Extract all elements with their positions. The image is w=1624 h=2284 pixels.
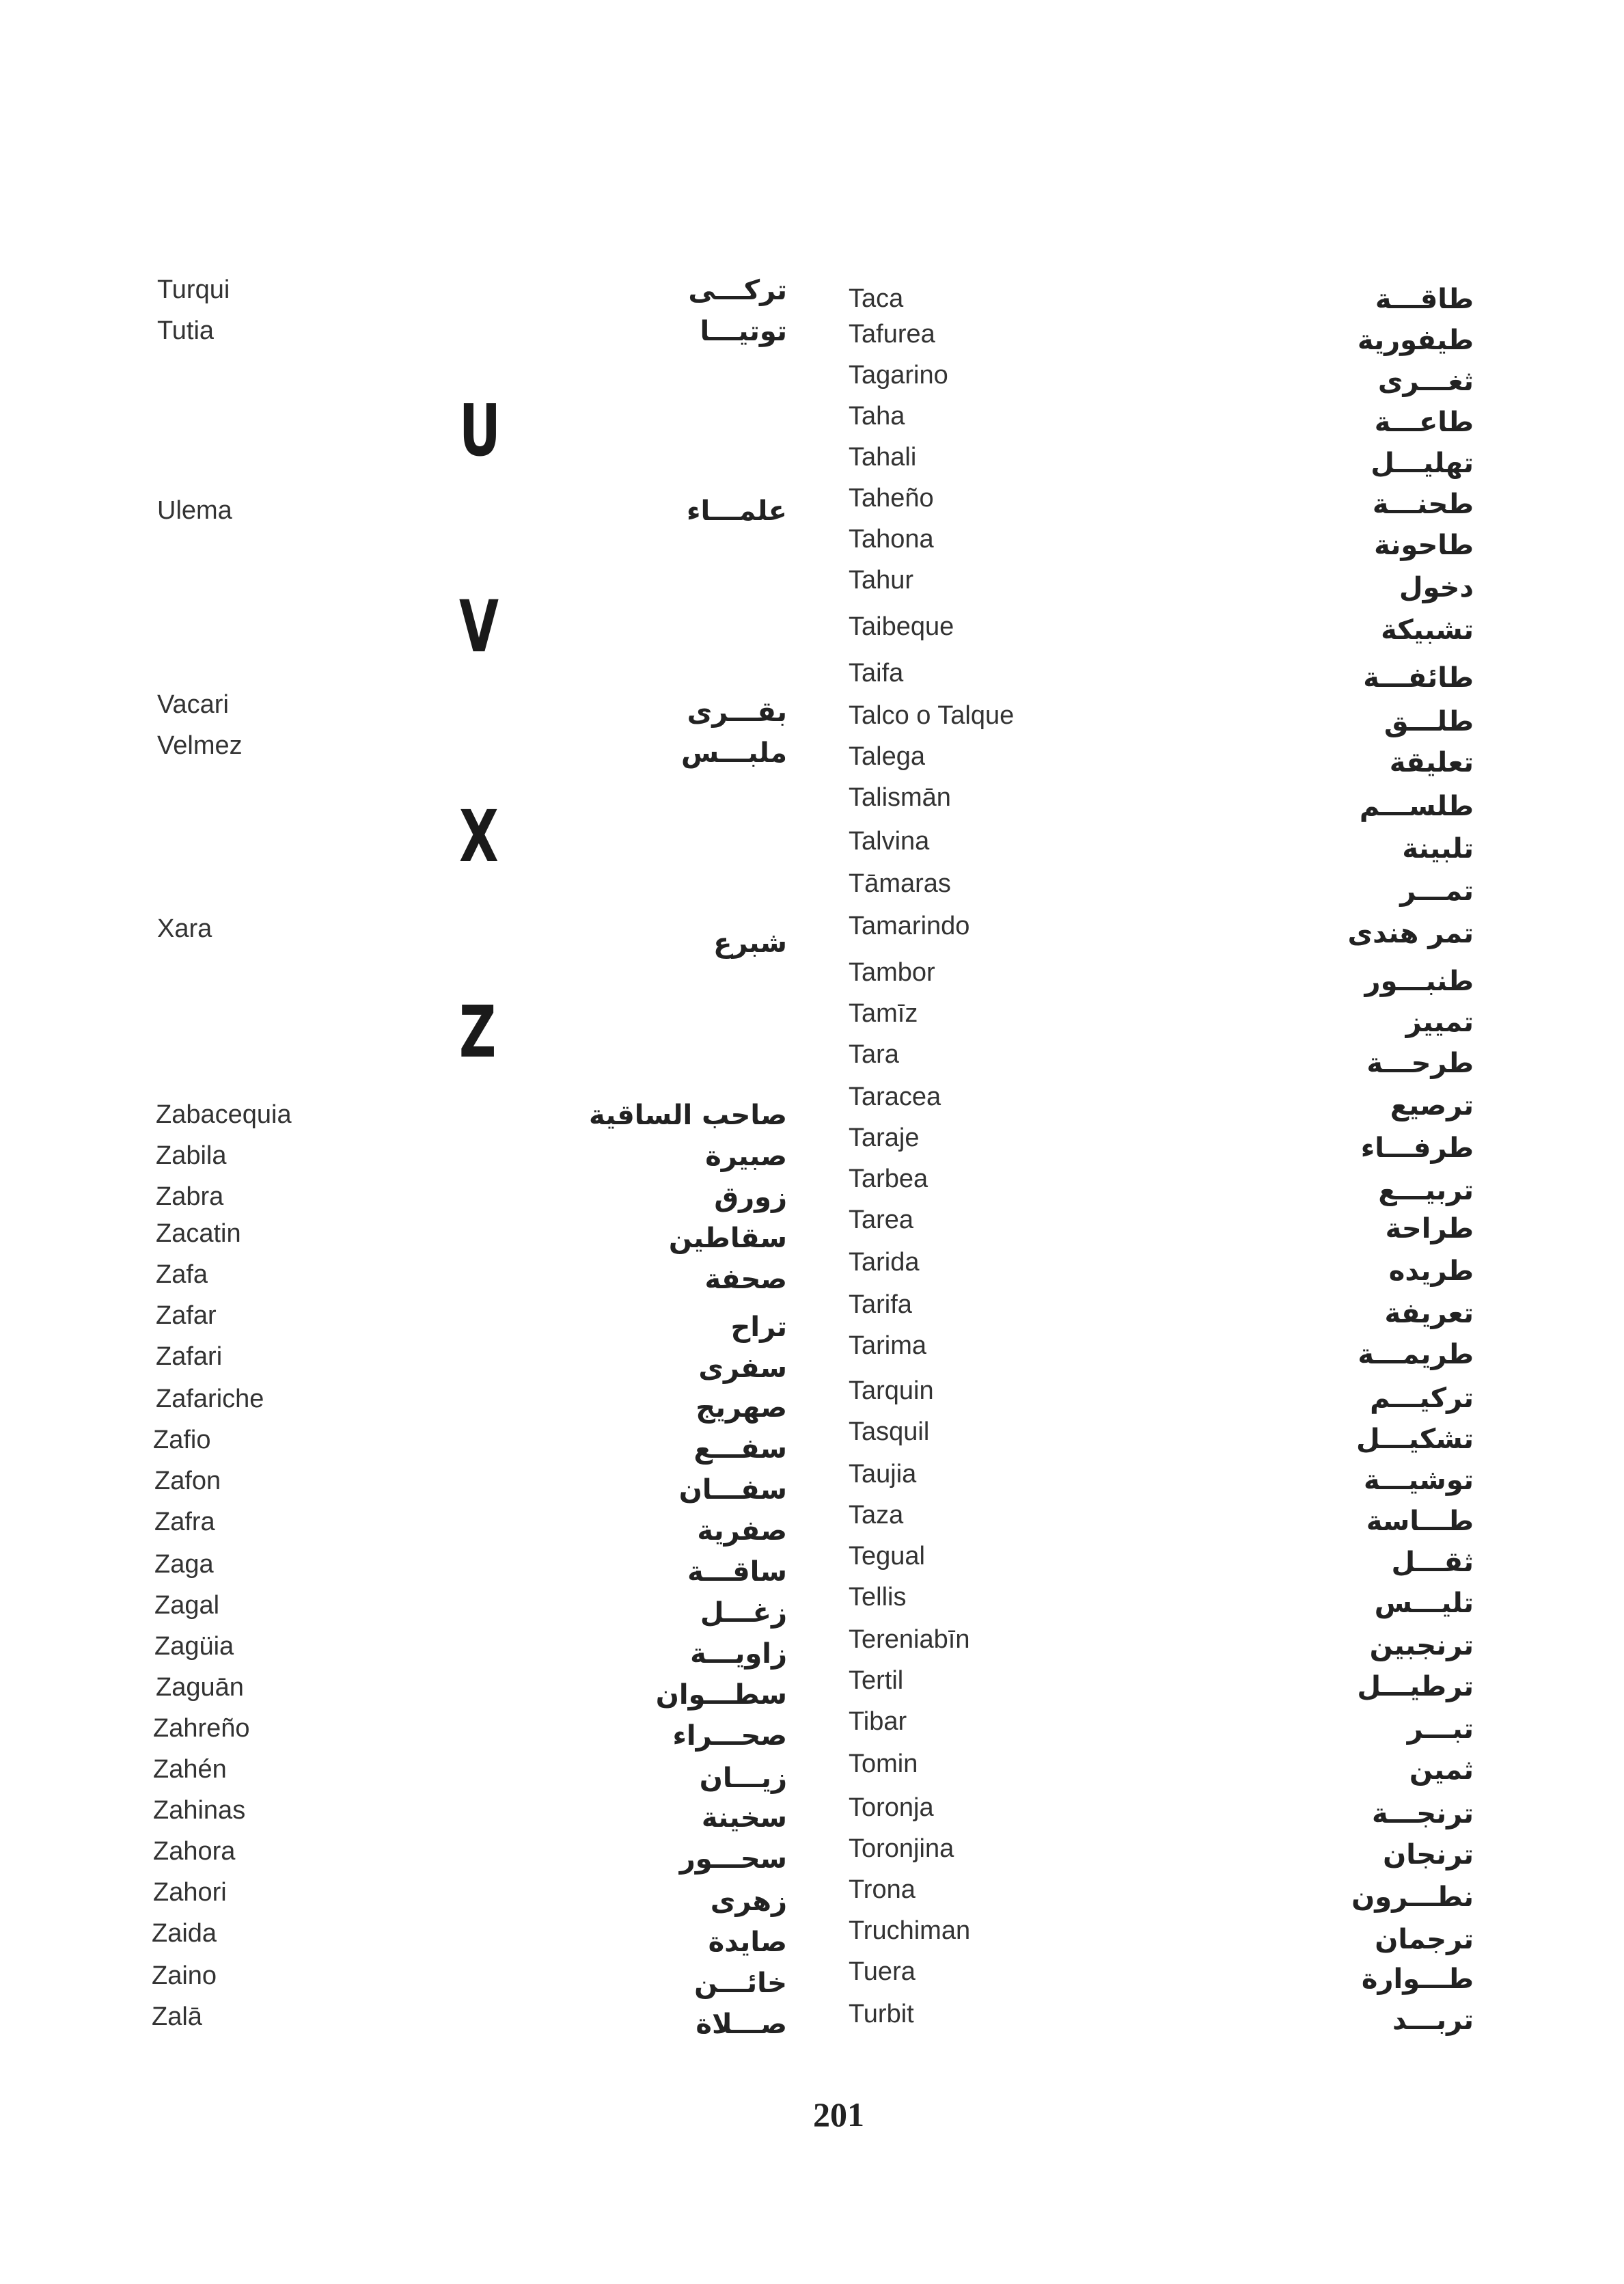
left-translation: سفـــان (678, 1474, 787, 1506)
left-term: Zafari (156, 1342, 223, 1371)
left-term: Zalā (152, 2002, 202, 2031)
right-term: Tasquil (849, 1417, 930, 1446)
left-term: Vacari (157, 690, 229, 719)
left-translation: صايدة (708, 1927, 787, 1958)
right-term: Tarifa (849, 1290, 912, 1319)
right-translation: طـــوارة (1361, 1963, 1474, 1995)
left-term: Tutia (157, 316, 215, 345)
left-term: Zahén (153, 1755, 227, 1784)
right-translation: طلســـم (1359, 791, 1474, 822)
right-term: Taheño (849, 484, 934, 513)
right-translation: ثقـــل (1391, 1547, 1474, 1578)
right-term: Tambor (849, 958, 935, 987)
right-translation: ترصيع (1390, 1090, 1474, 1121)
left-term: Zaguān (156, 1673, 244, 1702)
left-term: Velmez (157, 731, 243, 760)
left-term: Zagal (154, 1591, 220, 1620)
left-term: Zafon (154, 1467, 221, 1495)
left-translation: صفرية (697, 1515, 787, 1547)
right-translation: تمر هندى (1347, 918, 1474, 949)
right-term: Tomin (849, 1750, 918, 1778)
left-term: Zafa (156, 1260, 208, 1289)
right-translation: طـــاسة (1366, 1506, 1474, 1537)
left-translation: ساقـــة (687, 1556, 787, 1588)
left-term: Zafio (153, 1426, 211, 1454)
left-term: Ulema (157, 496, 232, 525)
right-term: Tahona (849, 525, 934, 554)
left-term: Zaga (154, 1550, 214, 1579)
right-translation: طاقـــة (1375, 284, 1474, 315)
right-term: Tara (849, 1040, 899, 1069)
left-term: Zahora (153, 1837, 236, 1866)
left-translation: ملبـــس (681, 737, 787, 769)
right-term: Tereniabīn (849, 1625, 970, 1654)
right-term: Taca (849, 284, 904, 313)
left-term: Zahreño (153, 1714, 250, 1743)
right-translation: تعريفة (1384, 1298, 1474, 1329)
right-translation: طريده (1388, 1255, 1474, 1287)
left-translation: سحـــور (679, 1843, 787, 1875)
right-translation: تبـــر (1407, 1713, 1474, 1745)
right-translation: ثغـــرى (1377, 366, 1474, 397)
right-term: Tarea (849, 1206, 914, 1234)
right-term: Truchiman (849, 1916, 971, 1945)
right-term: Tamarindo (849, 912, 970, 940)
right-term: Tegual (849, 1542, 925, 1571)
right-term: Tarquin (849, 1376, 934, 1405)
left-translation: سفرى (698, 1352, 787, 1384)
left-translation: زغـــل (700, 1597, 787, 1629)
right-translation: تليـــس (1374, 1588, 1474, 1619)
right-term: Tarida (849, 1248, 920, 1277)
right-term: Talega (849, 742, 925, 771)
section-letter-x: X (459, 795, 499, 878)
right-term: Taujia (849, 1460, 917, 1488)
right-term: Tamīz (849, 999, 918, 1028)
right-term: Tafurea (849, 320, 935, 349)
right-translation: تركيـــم (1370, 1383, 1474, 1414)
page-number: 201 (813, 2095, 864, 2134)
left-term: Zaida (152, 1919, 217, 1948)
left-term: Zahori (153, 1878, 227, 1907)
left-translation: زيـــان (699, 1763, 787, 1794)
left-translation: صـــلاة (696, 2009, 787, 2040)
left-translation: سقاطين (668, 1223, 787, 1254)
right-term: Talvina (849, 827, 930, 856)
left-translation: سطـــوان (655, 1679, 787, 1711)
right-translation: طرفـــاء (1360, 1132, 1474, 1164)
right-translation: طنبـــور (1364, 966, 1474, 997)
right-translation: طيفورية (1357, 325, 1474, 356)
right-translation: دخول (1399, 572, 1474, 603)
right-translation: ثمين (1409, 1754, 1474, 1786)
right-term: Taibeque (849, 612, 954, 641)
left-term: Zafra (154, 1508, 215, 1536)
right-term: Talco o Talque (849, 701, 1015, 730)
right-term: Taza (849, 1501, 904, 1530)
left-translation: سفـــع (693, 1433, 787, 1465)
right-term: Tagarino (849, 361, 948, 390)
right-translation: نطـــرون (1351, 1881, 1474, 1913)
left-translation: تركـــى (688, 275, 787, 306)
left-term: Zabacequia (156, 1100, 292, 1129)
left-term: Xara (157, 914, 212, 943)
right-translation: ترطيـــل (1357, 1671, 1474, 1702)
left-translation: صهريج (696, 1392, 787, 1424)
right-term: Toronjina (849, 1834, 954, 1863)
left-term: Zagüia (154, 1632, 234, 1661)
right-translation: طراحة (1385, 1213, 1474, 1245)
left-translation: علمـــاء (687, 495, 787, 527)
right-translation: تلبينة (1402, 833, 1474, 865)
right-translation: طاعـــة (1374, 407, 1474, 438)
right-term: Tahali (849, 443, 917, 472)
left-translation: بقـــرى (687, 696, 787, 728)
right-translation: طرحـــة (1366, 1048, 1474, 1079)
left-translation: زهرى (710, 1886, 787, 1917)
right-term: Tibar (849, 1707, 907, 1736)
left-translation: خائـــن (694, 1968, 787, 1999)
right-term: Taraje (849, 1124, 920, 1152)
right-translation: توشيـــة (1363, 1465, 1474, 1496)
left-term: Zabila (156, 1141, 227, 1170)
left-term: Zafariche (156, 1385, 264, 1413)
right-term: Talismān (849, 783, 951, 812)
right-translation: طحنـــة (1372, 489, 1474, 520)
right-translation: طائفـــة (1363, 662, 1474, 694)
left-translation: سخينة (701, 1802, 787, 1834)
right-term: Trona (849, 1875, 916, 1904)
right-translation: طلـــق (1384, 706, 1474, 737)
right-translation: تربـــد (1392, 2004, 1474, 2036)
left-term: Zabra (156, 1182, 224, 1211)
right-translation: ترنجان (1383, 1839, 1474, 1871)
left-translation: توتيـــا (700, 316, 787, 347)
left-translation: صحـــراء (672, 1720, 787, 1752)
right-translation: تمـــر (1400, 875, 1474, 907)
right-translation: طاحونة (1374, 530, 1474, 561)
right-term: Tāmaras (849, 869, 951, 898)
right-term: Turbit (849, 2000, 914, 2028)
right-term: Tellis (849, 1583, 907, 1612)
left-translation: صبيرة (705, 1141, 787, 1172)
left-term: Zahinas (153, 1796, 246, 1825)
left-translation: صاحب الساقية (589, 1100, 787, 1131)
left-translation: زورق (714, 1182, 787, 1213)
left-term: Zafar (156, 1301, 217, 1330)
right-term: Taha (849, 402, 905, 431)
right-translation: تهليـــل (1371, 448, 1474, 479)
right-term: Tarbea (849, 1165, 928, 1193)
right-translation: ترجمان (1375, 1924, 1474, 1955)
right-translation: تربيـــع (1378, 1175, 1474, 1206)
right-translation: ترنجـــة (1371, 1798, 1474, 1830)
left-translation: زاويـــة (690, 1638, 787, 1670)
right-translation: تشكيـــل (1355, 1424, 1474, 1455)
left-term: Turqui (157, 275, 230, 304)
right-term: Taifa (849, 659, 904, 688)
right-term: Toronja (849, 1793, 934, 1822)
left-translation: شبرع (713, 927, 787, 959)
right-translation: طريمـــة (1358, 1339, 1474, 1370)
right-translation: ترنجبين (1369, 1630, 1474, 1661)
right-term: Tarima (849, 1331, 927, 1360)
section-letter-v: V (459, 585, 499, 668)
left-translation: صحفة (704, 1264, 787, 1295)
section-letter-z: Z (459, 990, 497, 1074)
right-translation: تمييز (1405, 1007, 1474, 1038)
right-term: Tuera (849, 1957, 916, 1986)
left-term: Zaino (152, 1961, 217, 1990)
right-translation: تشبيكة (1381, 614, 1474, 646)
section-letter-u: U (459, 389, 501, 472)
left-translation: تراح (730, 1311, 787, 1343)
left-term: Zacatin (156, 1219, 241, 1248)
right-term: Tahur (849, 566, 914, 595)
right-translation: تعليقة (1389, 747, 1474, 778)
right-term: Taracea (849, 1083, 941, 1111)
right-term: Tertil (849, 1666, 904, 1695)
